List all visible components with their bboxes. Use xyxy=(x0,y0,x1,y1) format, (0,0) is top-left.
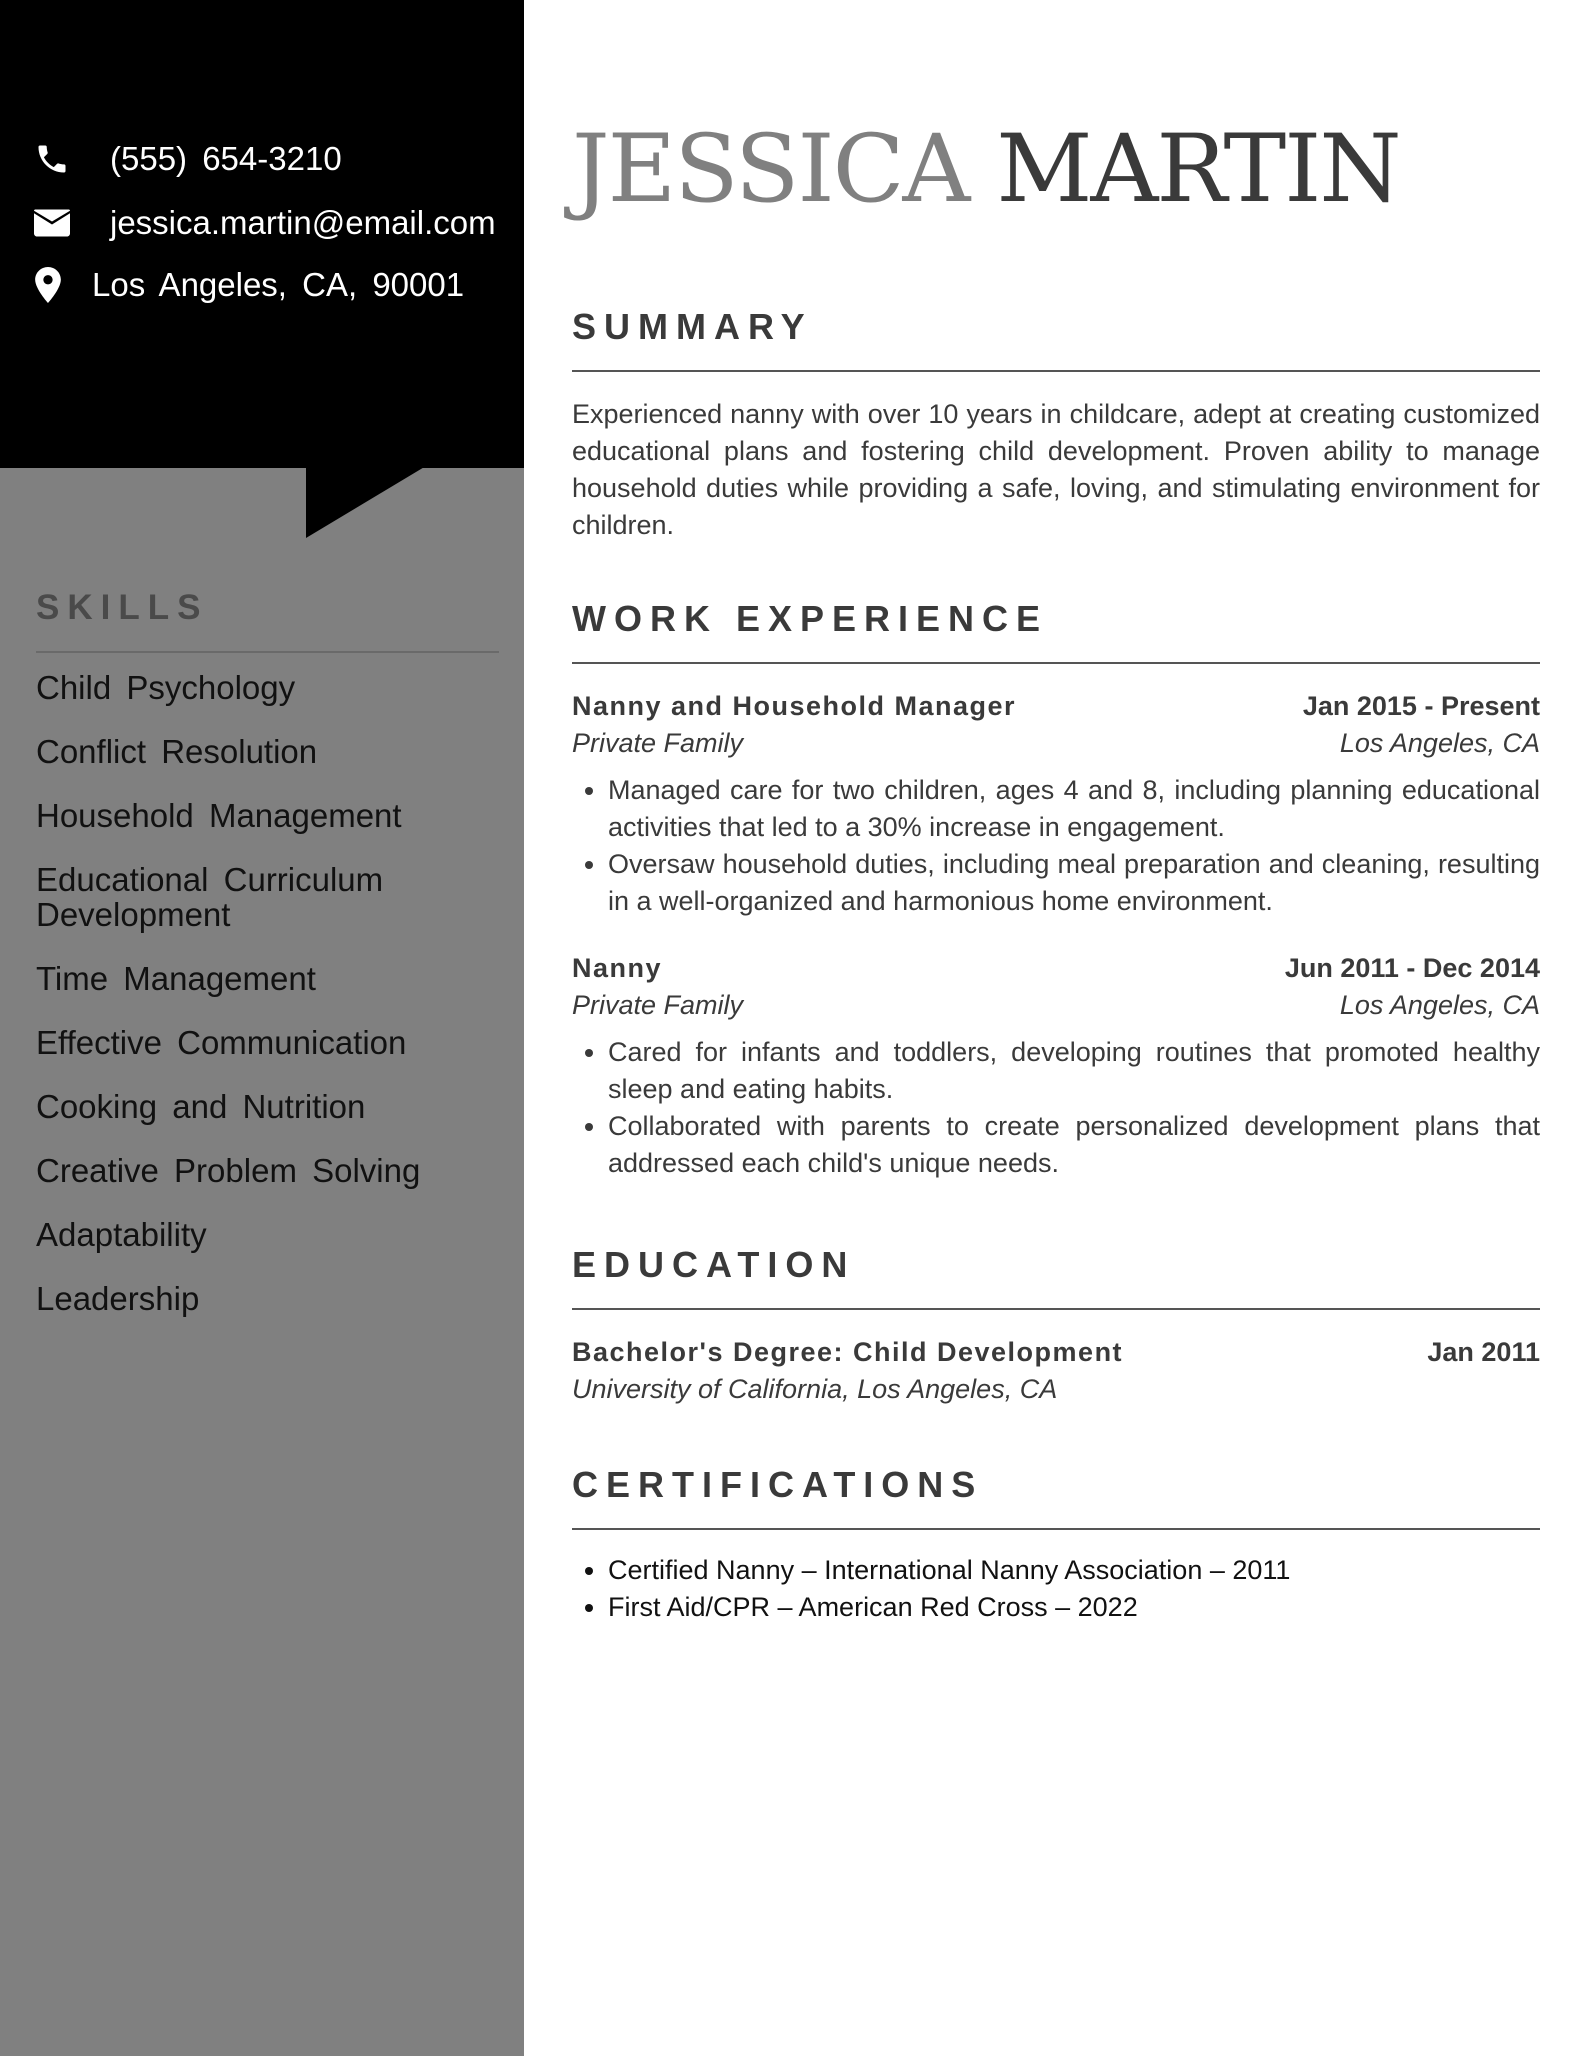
skill-item: Creative Problem Solving xyxy=(36,1152,421,1189)
contact-location xyxy=(34,266,464,304)
skills-heading: SKILLS xyxy=(36,588,209,627)
school: University of California, Los Angeles, CA xyxy=(572,1374,1058,1404)
skill-item: Educational Curriculum Development xyxy=(36,861,384,933)
job-bullet: • Collaborated with parents to create personalized development plans that addressed each child's unique needs. xyxy=(608,1108,1540,1182)
job-employer: Private Family xyxy=(572,728,744,758)
job-employer: Private Family xyxy=(572,990,744,1020)
candidate-name xyxy=(572,108,1400,232)
sidebar xyxy=(0,0,524,2056)
job-bullets xyxy=(572,1034,1540,1182)
first-name: JESSICA xyxy=(572,115,969,224)
certifications-divider xyxy=(572,1528,1540,1530)
job-bullets xyxy=(572,772,1540,920)
speech-notch xyxy=(0,466,524,542)
phone-text: (555) 654-3210 xyxy=(110,140,342,177)
skill-item: Child Psychology xyxy=(36,669,296,706)
job-bullet: • Managed care for two children, ages 4 and 8, including planning educational activities that led to a 30% increase in engagement. xyxy=(608,772,1540,846)
summary-heading: SUMMARY xyxy=(572,306,813,347)
job-bullet: • Oversaw household duties, including meal preparation and cleaning, resulting in a well-organized and harmonious home environment. xyxy=(608,846,1540,920)
certifications-list xyxy=(572,1552,1576,1626)
skill-item: Time Management xyxy=(36,960,316,997)
contact-block xyxy=(0,0,524,468)
skills-list xyxy=(36,670,506,1345)
education-heading: EDUCATION xyxy=(572,1244,856,1285)
skills-divider xyxy=(36,651,499,653)
job-location: Los Angeles, CA xyxy=(1339,728,1540,758)
location-pin-icon xyxy=(34,267,62,303)
education-divider xyxy=(572,1308,1540,1310)
skill-item: Leadership xyxy=(36,1280,200,1317)
job-entry xyxy=(572,950,1540,1182)
skill-item: Adaptability xyxy=(36,1216,207,1253)
skill-item: Conflict Resolution xyxy=(36,733,318,770)
job-title: Nanny xyxy=(572,953,663,983)
skill-item: Cooking and Nutrition xyxy=(36,1088,366,1125)
certifications-heading: CERTIFICATIONS xyxy=(572,1464,984,1505)
summary-text: Experienced nanny with over 10 years in childcare, adept at creating customized educational plans and fostering child development. Proven ability to manage household duties while providing a safe, loving, and stimulating environment for children. xyxy=(572,399,1540,540)
certification-item: • Certified Nanny – International Nanny Association – 2011 xyxy=(608,1552,1576,1589)
job-bullet: • Cared for infants and toddlers, developing routines that promoted healthy sleep and eating habits. xyxy=(608,1034,1540,1108)
envelope-icon xyxy=(34,209,70,237)
email-text: jessica.martin@email.com xyxy=(110,204,496,241)
skill-item: Household Management xyxy=(36,797,402,834)
education-date: Jan 2011 xyxy=(1427,1337,1540,1367)
experience-heading: WORK EXPERIENCE xyxy=(572,598,1049,639)
contact-phone xyxy=(34,140,342,178)
summary-divider xyxy=(572,370,1540,372)
job-dates: Jun 2011 - Dec 2014 xyxy=(1284,953,1540,983)
location-text: Los Angeles, CA, 90001 xyxy=(92,266,465,303)
education-entry xyxy=(572,1334,1540,1408)
skill-item: Effective Communication xyxy=(36,1024,407,1061)
job-entry xyxy=(572,688,1540,920)
degree: Bachelor's Degree: Child Development xyxy=(572,1337,1124,1367)
job-dates: Jan 2015 - Present xyxy=(1302,691,1540,721)
job-location: Los Angeles, CA xyxy=(1339,990,1540,1020)
job-title: Nanny and Household Manager xyxy=(572,691,1017,721)
certification-item: • First Aid/CPR – American Red Cross – 2022 xyxy=(608,1589,1576,1626)
experience-divider xyxy=(572,662,1540,664)
phone-icon xyxy=(34,141,70,177)
contact-email xyxy=(34,204,496,242)
last-name: MARTIN xyxy=(996,115,1400,224)
